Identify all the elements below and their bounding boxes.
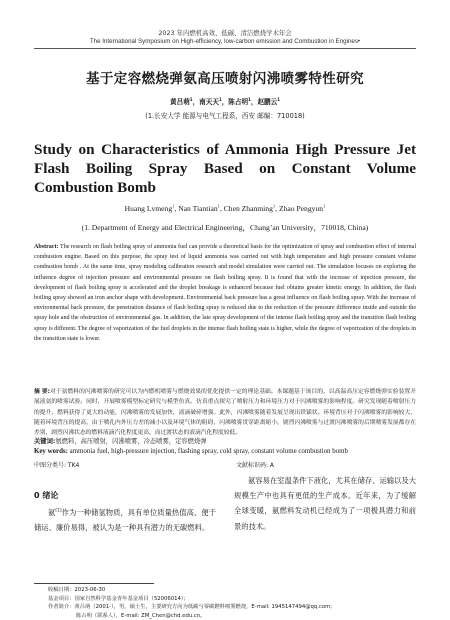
classification-number: 中图分类号: TK4 (34, 462, 80, 469)
title-en-line: Flash Boiling Spray Based on Constant Volume (34, 160, 416, 177)
affiliation-en: (1. Department of Energy and Electrical Engineering，Chang’an University，710018, China) (81, 223, 369, 232)
affil-mark: 1 (217, 203, 220, 209)
affiliation-cn: (1.长安大学 能源与电气工程系，西安 邮编：710018) (145, 112, 305, 120)
section-heading: 0 绪论 (34, 491, 59, 500)
author-name: 赵鹏云 (257, 98, 278, 106)
abstract-en-text: The research on flash boiling spray of ammonia fuel can provide a theoretical basis for the optimization of spray and combustion effect of internal combustion engine. Based on this purpose, the spray test of liquid ammonia was carried out with high temperature and high pressure constant volume combustion bomb . At the same time, spray modeling calibration research and model simulation were carried out. The simulation focuses on exploring the influence degree of injection pressure and environmental pressure on flash boiling spray. It is found that with the increase of injection pressure, the development of flash boiling spray is accelerated and the droplet breakage is enhanced because fuel obtains greater kinetic energy. In addition, the flash boiling spray showed an iron anchor shape with development. Environmental back pressure has a great influence on flash boiling spray. With the increase of environmental back pressure, the penetration distance of flash boiling spray is reduced due to the reduction of the pressure difference inside and outside the spray hole and the obstruction of environmental gas. In addition, the late spray development of the intense flash boiling spray and the transition flash boiling spray is different. The degree of vaporization of the fuel droplets in the intense flash boiling state is higher, while the degree of vaporization of the droplets in the transition state is lower. (34, 244, 417, 342)
affil-mark: 1 (172, 203, 175, 209)
footnote (48, 586, 418, 620)
document-code: 文献标识码: A (236, 462, 275, 469)
body-column-right (234, 473, 416, 534)
abstract-en (34, 242, 416, 344)
author-name: Huang Lvmeng (124, 204, 173, 213)
affil-mark: 1 (218, 96, 222, 102)
footnote-rule (34, 583, 154, 584)
author-name: Chen Zhanming (223, 204, 273, 213)
footnote-received: 收稿日期：2023-06-30 (48, 587, 106, 593)
abstract-cn (34, 387, 416, 438)
body-text: 作为一种储氢物质，具有单位质量热值高、便于储运、廉价易得，被认为是一种具有潜力的无碳燃料。 (34, 508, 217, 533)
title-en-line: Study on Characteristics of Ammonia High Pressure Jet (34, 141, 416, 158)
affil-mark: 1 (272, 203, 276, 209)
citation-mark: [1] (55, 508, 62, 514)
affil-mark: 1 (189, 96, 193, 102)
keywords-en-label: Key words: (34, 448, 68, 455)
authors-en (0, 204, 450, 213)
author-separator: , (275, 204, 279, 213)
header-rule (34, 48, 416, 49)
author-separator: ， (221, 98, 229, 106)
title-en-line: Combustion Bomb (34, 179, 156, 196)
abstract-cn-label: 摘 要: (34, 389, 50, 395)
body-lead: 氨 (48, 508, 56, 517)
author-separator: ， (250, 98, 258, 106)
author-separator: ， (192, 98, 200, 106)
keywords-cn-text: 氨燃料，高压喷射，闪沸喷雾，冷态喷雾，定容燃烧弹 (55, 438, 207, 445)
author-name: Zhao Pengyun (278, 204, 324, 213)
author-name: 陈占明 (228, 98, 249, 106)
author-name: 南天天 (199, 98, 219, 106)
affil-mark: 1 (323, 203, 326, 209)
footnote-funding: 基金项目：国家自然科学基金青年基金项目（52006014）； (48, 595, 189, 602)
running-header-en: The International Symposium on High-efficiency, low-carbon emission and Combustion in Engines• (89, 38, 361, 45)
abstract-en-label: Abstract: (34, 244, 59, 250)
author-name: Nan Tiantian (178, 204, 218, 213)
affil-mark: 1 (277, 96, 280, 102)
body-column-left (34, 505, 216, 535)
keywords-cn-label: 关键词: (34, 438, 56, 445)
affil-mark: 1 (248, 96, 251, 102)
author-separator: , (219, 204, 224, 213)
author-separator: , (174, 204, 179, 213)
abstract-cn-text: 对于氨燃料的闪沸喷雾的研究可以为内燃机喷雾与燃烧效果的优化提供一定的理论基础。本课题基于该目的，以高温高压定容燃烧弹实验装置开展液氨的喷雾试验。同时，开展喷雾模型标定研究与模型仿真。仿真重点探究了喷射压力和环境压力对于闪沸喷雾的影响程度。研究发现随着喷射压力的提升，燃料获得了更大的动能，闪沸喷雾的发展加快，液滴破碎增强。此外，闪沸喷雾随着发展呈现出铁锚状。环境背压对于闪沸喷雾的影响较大，随着环境背压的提高，由于喷孔内外压力差的减小以及环境气体的阻碍，闪沸喷雾贯穿距离缩小。剧烈闪沸喷雾与过渡闪沸喷雾的后期喷雾发展都存在差别，剧烈闪沸状态的燃料液滴汽化程度更高，而过渡状态的液滴汽化程度较低。 (34, 389, 416, 437)
running-header-cn: 2023 年内燃机高效、低碳、清洁燃烧学术年会 (158, 29, 292, 37)
body-text: 氨容易在室温条件下液化，尤其在储存、运输以及大规模生产中也具有更低的生产成本。近年来，为了缓解全球变暖，氨燃料发动机已经成为了一项极具潜力和前景的技术。 (234, 476, 416, 531)
authors-cn (0, 96, 450, 106)
keywords-cn (34, 436, 416, 445)
author-name: 黄吕萌 (170, 98, 190, 106)
footnote-author-bio: 作者简介：黄吕萌（2001-），男，硕士生，主要研究方向为低碳与零碳燃料喷雾燃烧，E-mail: 1945147494@qq.com; (48, 604, 333, 611)
keywords-en-text: ammonia fuel, high-pressure injection, flashing spray, cold spray, constant volume combustion bomb (69, 448, 348, 455)
title-cn: 基于定容燃烧弹氨高压喷射闪沸喷雾特性研究 (86, 71, 364, 87)
keywords-en (34, 448, 416, 455)
footnote-contact: 陈占明（联系人），E-mail: ZM_Chen@chd.edu.cn。 (76, 612, 206, 619)
